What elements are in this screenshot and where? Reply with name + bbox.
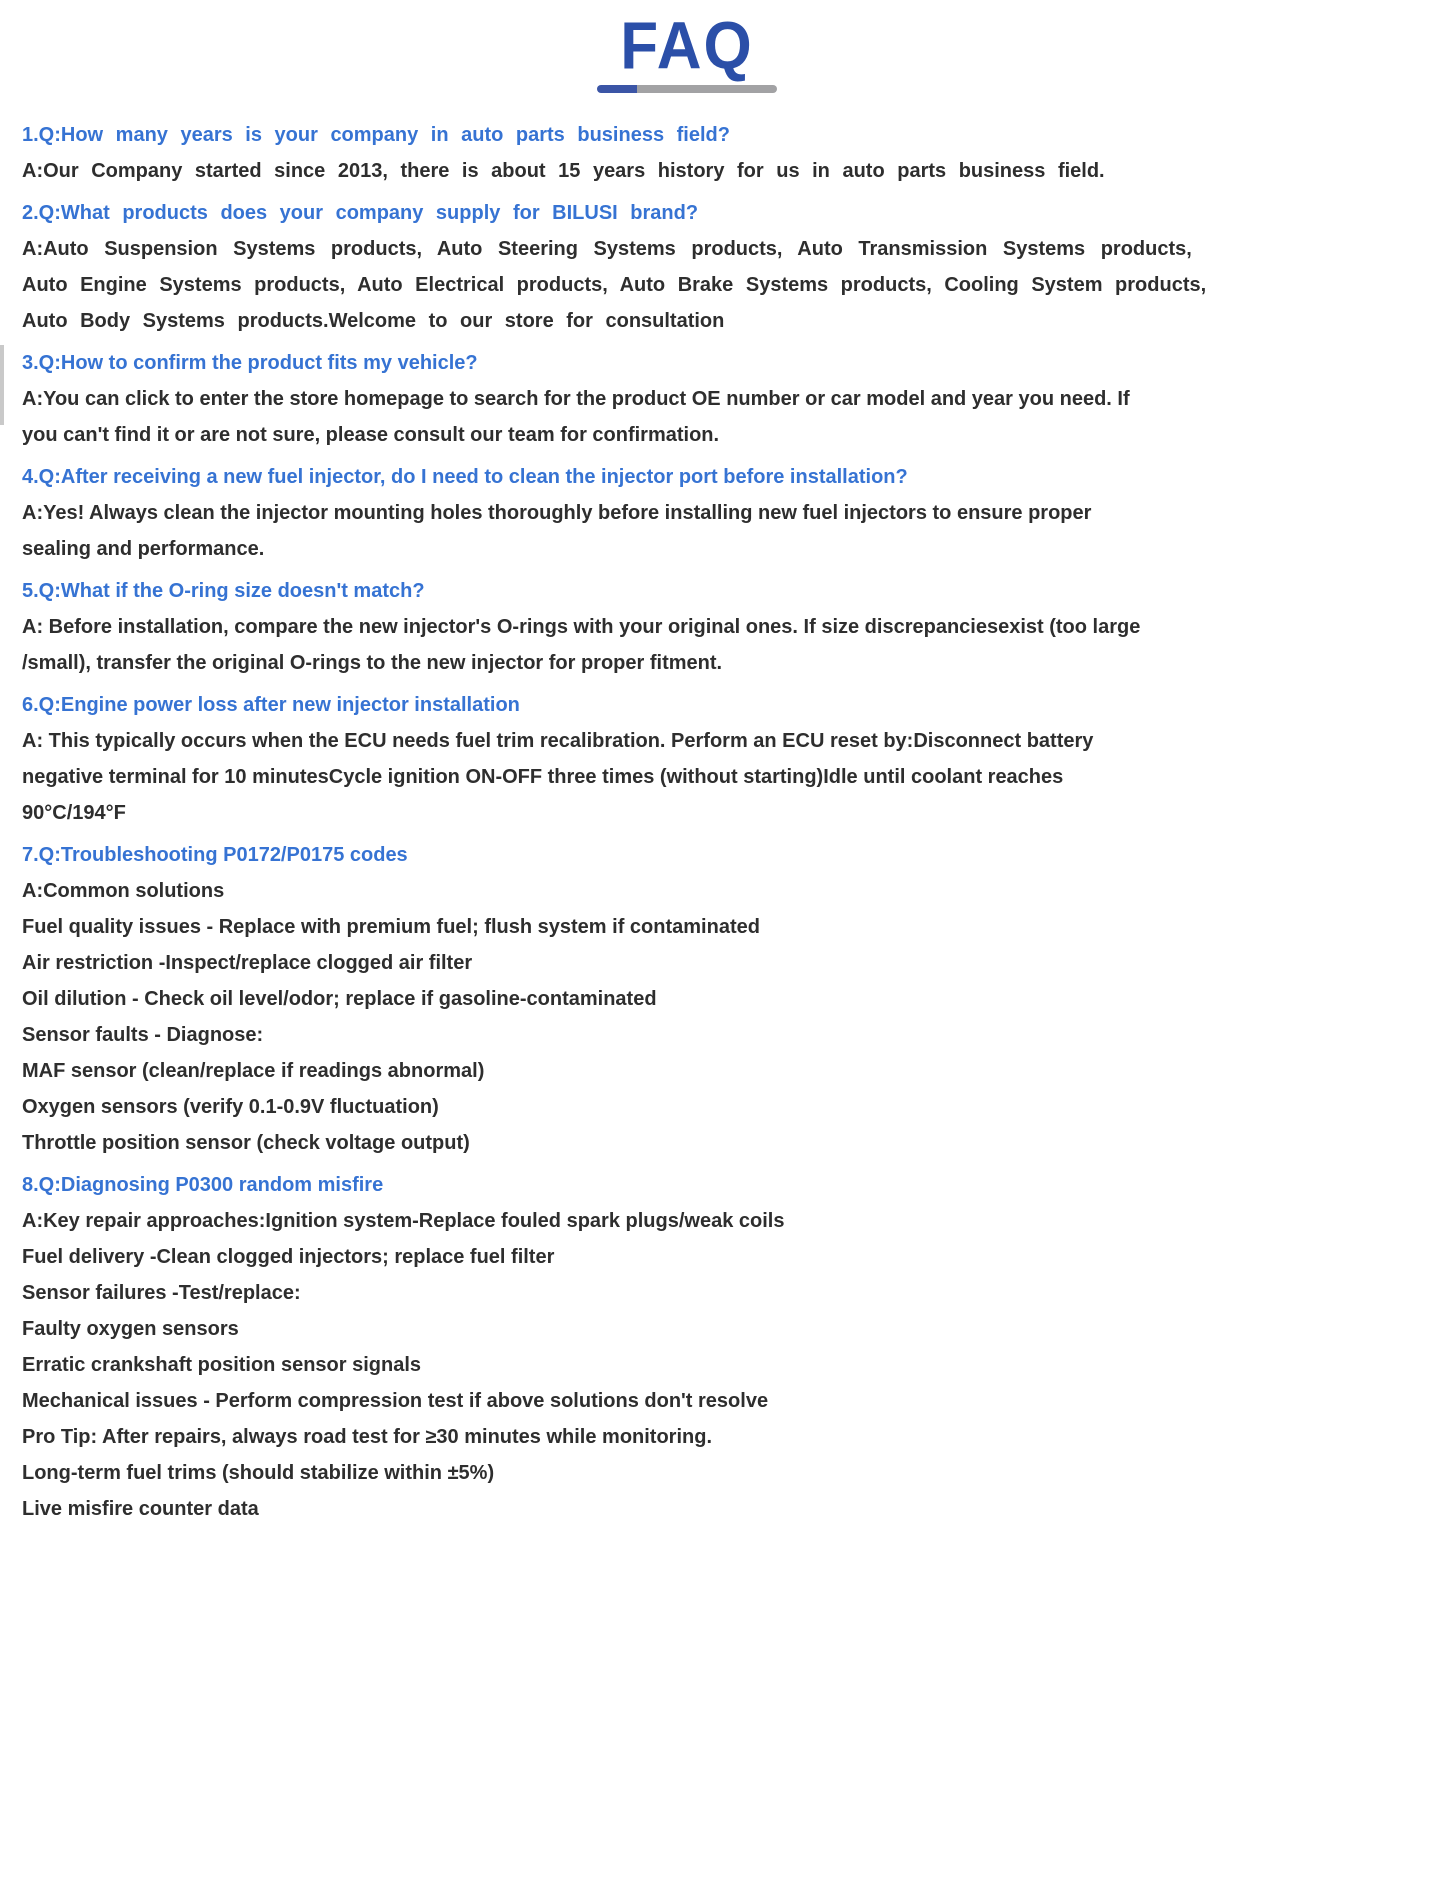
faq-item-6: [22, 687, 1352, 831]
faq-answer-8-line-1: A:Key repair approaches:Ignition system-Replace fouled spark plugs/weak coils: [22, 1210, 785, 1233]
faq-answer-7-line-6: MAF sensor (clean/replace if readings abnormal): [22, 1060, 485, 1083]
faq-question-5: 5.Q:What if the O-ring size doesn't match?: [22, 580, 425, 603]
faq-item-7: [22, 837, 1352, 1161]
title-divider: [597, 85, 777, 93]
faq-answer-3-line-1: A:You can click to enter the store homepage to search for the product OE number or car model and year you need. If: [22, 388, 1130, 411]
faq-answer-1-line-1: A:Our Company started since 2013, there is about 15 years history for us in auto parts business field.: [22, 160, 1105, 183]
faq-answer-2-line-3: Auto Body Systems products.Welcome to our store for consultation: [22, 310, 725, 333]
scan-edge-artifact: [0, 345, 4, 425]
faq-question-7: 7.Q:Troubleshooting P0172/P0175 codes: [22, 844, 408, 867]
faq-item-5: [22, 573, 1352, 681]
faq-answer-6-line-1: A: This typically occurs when the ECU needs fuel trim recalibration. Perform an ECU reset by:Disconnect battery: [22, 730, 1094, 753]
faq-header: [22, 9, 1352, 93]
faq-answer-6-line-3: 90°C/194°F: [22, 802, 126, 825]
faq-answer-7-line-2: Fuel quality issues - Replace with premium fuel; flush system if contaminated: [22, 916, 760, 939]
faq-answer-5-line-2: /small), transfer the original O-rings to the new injector for proper fitment.: [22, 652, 723, 675]
faq-item-3: [22, 345, 1352, 453]
faq-item-2: [22, 195, 1352, 339]
faq-question-3: 3.Q:How to confirm the product fits my vehicle?: [22, 352, 478, 375]
faq-answer-2-line-1: A:Auto Suspension Systems products, Auto Steering Systems products, Auto Transmission Systems products,: [22, 238, 1192, 261]
faq-question-8: 8.Q:Diagnosing P0300 random misfire: [22, 1174, 384, 1197]
faq-question-2: 2.Q:What products does your company supply for BILUSI brand?: [22, 202, 699, 225]
faq-answer-8-line-2: Fuel delivery -Clean clogged injectors; replace fuel filter: [22, 1246, 555, 1269]
faq-answer-7-line-8: Throttle position sensor (check voltage output): [22, 1132, 470, 1155]
faq-answer-8-line-6: Mechanical issues - Perform compression test if above solutions don't resolve: [22, 1390, 769, 1413]
faq-answer-8-line-4: Faulty oxygen sensors: [22, 1318, 239, 1341]
faq-answer-3-line-2: you can't find it or are not sure, please consult our team for confirmation.: [22, 424, 720, 447]
faq-question-1: 1.Q:How many years is your company in auto parts business field?: [22, 124, 730, 147]
divider-blue-segment: [597, 85, 637, 93]
faq-answer-8-line-5: Erratic crankshaft position sensor signals: [22, 1354, 422, 1377]
faq-answer-8-line-7: Pro Tip: After repairs, always road test for ≥30 minutes while monitoring.: [22, 1426, 713, 1449]
faq-question-4: 4.Q:After receiving a new fuel injector, do I need to clean the injector port before installation?: [22, 466, 908, 489]
faq-answer-7-line-1: A:Common solutions: [22, 880, 225, 903]
faq-item-1: [22, 117, 1352, 189]
faq-answer-8-line-8: Long-term fuel trims (should stabilize within ±5%): [22, 1462, 495, 1485]
faq-answer-7-line-4: Oil dilution - Check oil level/odor; replace if gasoline-contaminated: [22, 988, 657, 1011]
faq-answer-7-line-7: Oxygen sensors (verify 0.1-0.9V fluctuation): [22, 1096, 439, 1119]
faq-answer-4-line-1: A:Yes! Always clean the injector mounting holes thoroughly before installing new fuel injectors to ensure proper: [22, 502, 1092, 525]
faq-answer-5-line-1: A: Before installation, compare the new injector's O-rings with your original ones. If size discrepanciesexist (too large: [22, 616, 1141, 639]
faq-answer-8-line-9: Live misfire counter data: [22, 1498, 259, 1521]
divider-gray-segment: [637, 85, 777, 93]
faq-answer-6-line-2: negative terminal for 10 minutesCycle ignition ON-OFF three times (without starting)Idle until coolant reaches: [22, 766, 1064, 789]
faq-item-8: [22, 1167, 1352, 1527]
faq-answer-8-line-3: Sensor failures -Test/replace:: [22, 1282, 301, 1305]
faq-answer-7-line-3: Air restriction -Inspect/replace clogged air filter: [22, 952, 473, 975]
faq-page: [22, 0, 1352, 1527]
page-title: FAQ: [620, 9, 754, 84]
faq-item-4: [22, 459, 1352, 567]
faq-question-6: 6.Q:Engine power loss after new injector installation: [22, 694, 520, 717]
faq-answer-7-line-5: Sensor faults - Diagnose:: [22, 1024, 264, 1047]
faq-answer-4-line-2: sealing and performance.: [22, 538, 265, 561]
faq-answer-2-line-2: Auto Engine Systems products, Auto Electrical products, Auto Brake Systems products, Cooling System products,: [22, 274, 1207, 297]
